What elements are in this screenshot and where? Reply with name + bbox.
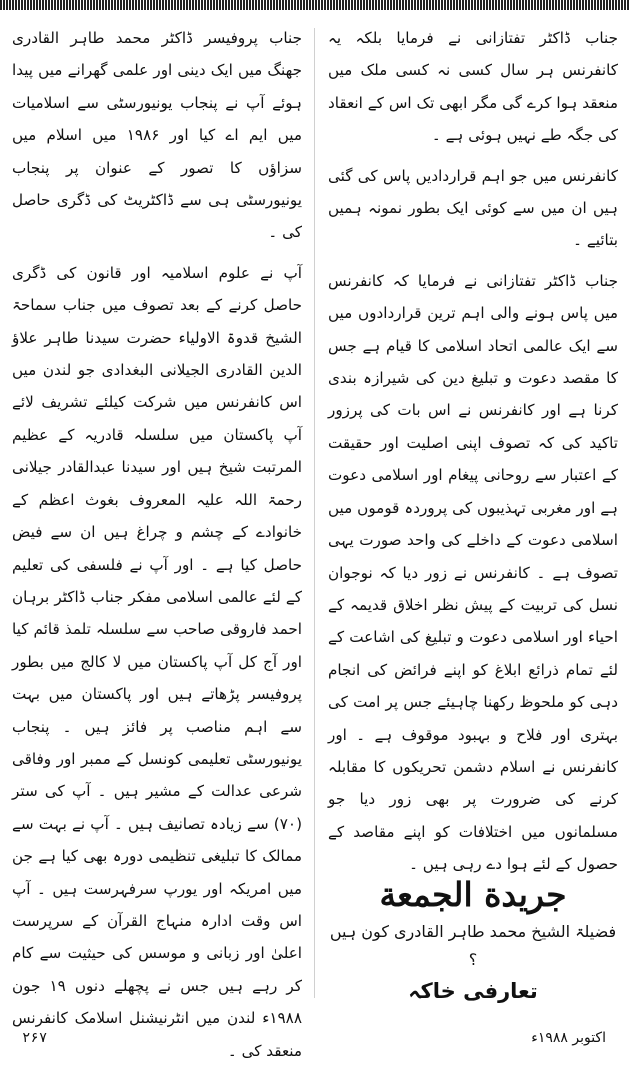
issue-date: اکتوبر ۱۹۸۸ء	[531, 1030, 606, 1046]
right-column	[328, 22, 618, 1012]
top-border	[0, 0, 630, 10]
masthead-title: جريدة الجمعة	[379, 875, 567, 914]
page-number: ۲۶۷	[22, 1030, 48, 1046]
left-paragraph-2: آپ نے علوم اسلامیہ اور قانون کی ڈگری حاصل کرنے کے بعد تصوف میں جناب سماحۃ الشیخ قدوۃ الاولیاء حضرت سیدنا طاہر علاؤ الدین القادری الجیلانی البغدادی جو لندن میں اس کانفرنس میں شرکت کیلئے تشریف لائے آپ پاکستان میں سلسلہ قادریہ کے عظیم المرتبت شیخ ہیں اور سیدنا عبدالقادر جیلانی رحمۃ اللہ علیہ المعروف بغوث اعظم کے خانوادے کے چشم و چراغ ہیں ان سے فیض حاصل کیا ہے ۔ اور آپ نے فلسفی کی تعلیم کے لئے عالمی اسلامی مفکر جناب ڈاکٹر برہان احمد فاروقی صاحب سے سلسلہ تلمذ قائم کیا اور آج کل آپ پاکستان میں لا کالج میں بطور پروفیسر پڑھاتے ہیں اور پاکستان میں بہت سے اہم مناصب پر فائز ہیں ۔ پنجاب یونیورسٹی تعلیمی کونسل کے ممبر اور وفاقی شرعی عدالت کے مشیر ہیں ۔ آپ کی ستر (۷۰) سے زیادہ تصانیف ہیں ۔ آپ نے بہت سے ممالک کا تبلیغی تنظیمی دورہ بھی کیا ہے جن میں امریکہ اور یورپ سرفہرست ہیں ۔ آپ اس وقت ادارہ منہاج القرآن کے سرپرست اعلیٰ اور زبانی و موسس کی حیثیت سے کام کر رہے ہیں جس نے پچھلے دنوں ۱۹ جون ۱۹۸۸ء لندن میں انٹرنیشنل اسلامک کانفرنس منعقد کی ۔	[12, 263, 303, 1060]
masthead-subtitle: فضیلۃ الشیخ محمد طاہر القادری کون ہیں ؟	[329, 922, 617, 969]
right-paragraph-3: جناب ڈاکٹر تفتازانی نے فرمایا کہ کانفرنس میں پاس ہونے والی اہم ترین قراردادوں میں سے ایک عالمی اتحاد اسلامی کا قیام ہے جس کا مقصد دعوت و تبلیغ دین کی شیرازہ بندی کرنا ہے اور کانفرنس نے اس بات کی پرزور تاکید کی کہ تصوف اپنی اصلیت اور حقیقت کے اعتبار سے روحانی پیغام اور اسلامی دعوت ہے اور مغربی تہذیبوں کی پروردہ قوموں میں اسلامی دعوت کے داخلے کی واحد صورت یہی تصوف ہے ۔ کانفرنس نے زور دیا کہ نوجوان نسل کی تربیت کے پیش نظر اخلاق قدیمہ کے احیاء اور اسلامی دعوت و تبلیغ کی اشاعت کے لئے تمام ذرائع ابلاغ کو اپنے فرائض کی انجام دہی کو ملحوظ رکھنا چاہیئے جس پر امت کی بہتری اور فلاح و بہبود موقوف ہے ۔ اور کانفرنس نے اسلام دشمن تحریکوں کا مقابلہ کرنے کی ضرورت پر بھی زور دیا جو مسلمانوں میں اختلافات کو اپنے مقاصد کے حصول کے لئے ہوا دے رہی ہیں ۔	[328, 271, 618, 874]
right-paragraph-1: جناب ڈاکٹر تفتازانی نے فرمایا بلکہ یہ کانفرنس ہر سال کسی نہ کسی ملک میں منعقد ہوا کرے گی مگر ابھی تک اس کے انعقاد کی جگہ طے نہیں ہوئی ہے ۔	[328, 29, 618, 145]
right-paragraph-2: کانفرنس میں جو اہم قراردادیں پاس کی گئی ہیں ان میں سے کوئی ایک بطور نمونہ ہمیں بتائیے ۔	[328, 166, 618, 250]
left-paragraph-1: جناب پروفیسر ڈاکٹر محمد طاہر القادری جھنگ میں ایک دینی اور علمی گھرانے میں پیدا ہوئے آپ نے پنجاب یونیورسٹی سے اسلامیات میں ایم اے کیا اور ۱۹۸۶ میں اسلام میں سزاؤں کا تصور کے عنوان پر پنجاب یونیورسٹی ہی سے ڈاکٹریٹ کی ڈگری حاصل کی ۔	[12, 29, 303, 242]
column-divider	[314, 28, 315, 998]
masthead-intro: تعارفی خاکہ	[408, 979, 538, 1003]
masthead	[328, 872, 618, 1008]
